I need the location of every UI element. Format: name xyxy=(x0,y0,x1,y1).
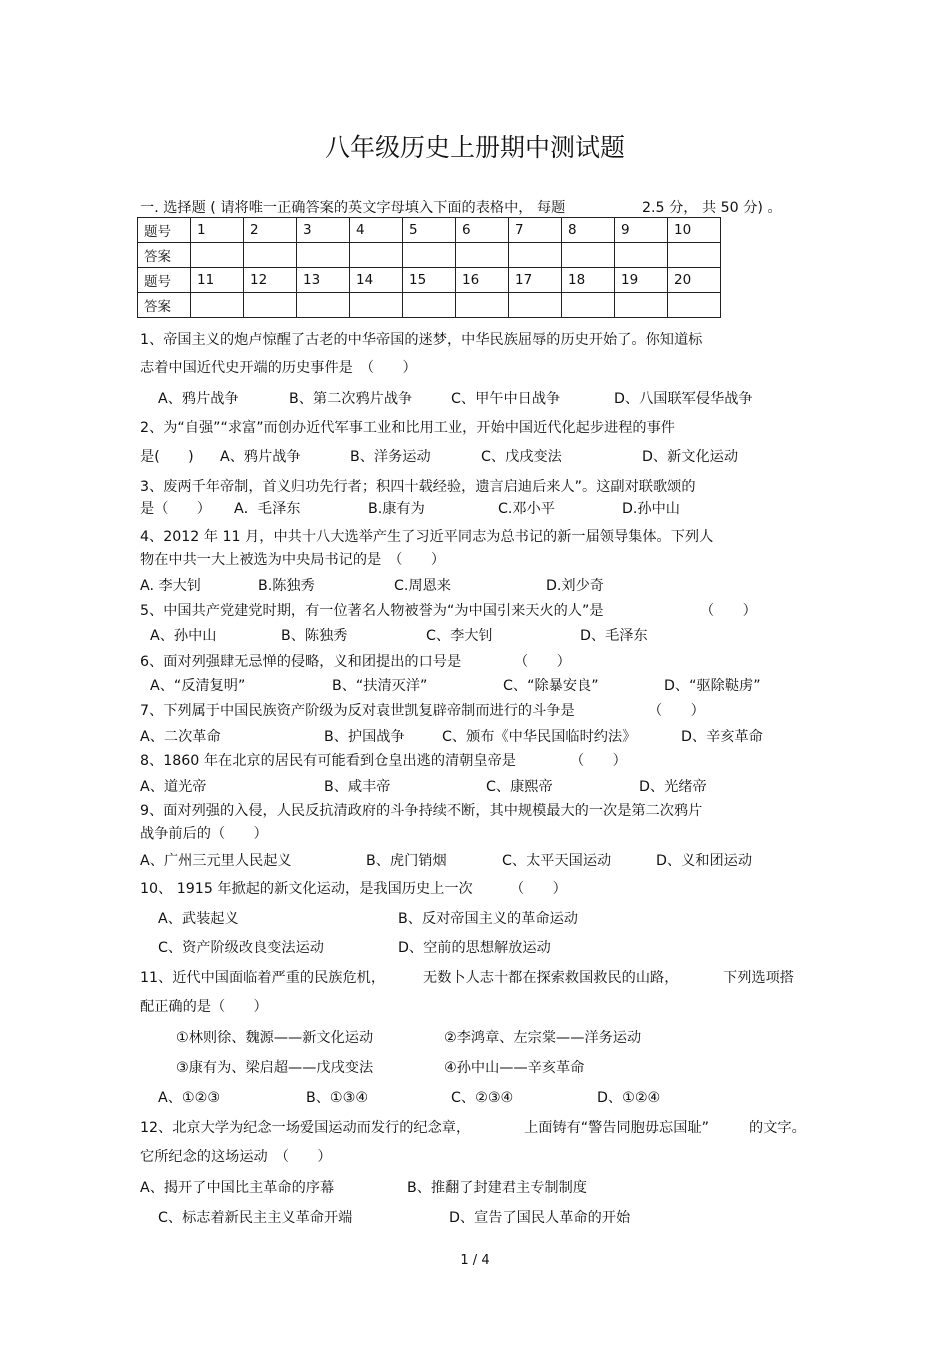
question-4-text: 物在中共一大上被选为中央局书记的是 （ ） xyxy=(140,552,446,568)
answer-cell[interactable] xyxy=(562,243,615,268)
question-10-option-b: B、反对帝国主义的革命运动 xyxy=(398,911,578,927)
question-9-option-b: B、虎门销烟 xyxy=(366,853,447,869)
table-cell: 20 xyxy=(668,268,721,293)
question-11-option-b: B、①③④ xyxy=(306,1090,369,1106)
question-1-option-b: B、第二次鸦片战争 xyxy=(289,391,413,407)
question-2-text: 2、为“自强”“求富”而创办近代军事工业和比用工业，开始中国近代化起步进程的事件 xyxy=(140,420,675,436)
table-cell: 8 xyxy=(562,218,615,243)
table-cell: 19 xyxy=(615,268,668,293)
question-3-text: 3、废两千年帝制，首义归功先行者；积四十载经验，遗言启迪后来人”。这副对联歌颂的 xyxy=(140,479,696,495)
answer-cell[interactable] xyxy=(403,293,456,318)
answer-cell[interactable] xyxy=(615,243,668,268)
answer-table xyxy=(137,217,721,318)
question-4-text: 4、2012 年 11 月，中共十八大选举产生了习近平同志为总书记的新一届领导集体。下列人 xyxy=(140,529,714,545)
section-intro: 一. 选择题 ( 请将唯一正确答案的英文字母填入下面的表格中， 每题 xyxy=(140,200,566,216)
question-6-paren: （ ） xyxy=(514,654,571,670)
question-8-option-d: D、光绪帝 xyxy=(639,779,707,795)
table-row xyxy=(138,218,721,243)
table-cell: 答案 xyxy=(138,243,191,268)
answer-cell[interactable] xyxy=(615,293,668,318)
question-6-option-a: A、“反清复明” xyxy=(150,678,246,694)
answer-cell[interactable] xyxy=(562,293,615,318)
question-12-option-a: A、揭开了中国比主革命的序幕 xyxy=(140,1180,335,1196)
question-10-paren: （ ） xyxy=(510,881,567,897)
question-8-option-a: A、道光帝 xyxy=(140,779,207,795)
question-10-text: 10、 1915 年掀起的新文化运动，是我国历史上一次 xyxy=(140,881,473,897)
table-cell: 答案 xyxy=(138,293,191,318)
question-3-option-b: B.康有为 xyxy=(368,501,425,517)
answer-cell[interactable] xyxy=(668,243,721,268)
question-7-option-b: B、护国战争 xyxy=(324,729,405,745)
page-number: 1 / 4 xyxy=(460,1253,490,1268)
question-1-text: 志着中国近代史开端的历史事件是 （ ） xyxy=(140,360,417,376)
question-12-text: 12、北京大学为纪念一场爱国运动而发行的纪念章， xyxy=(140,1120,471,1136)
answer-cell[interactable] xyxy=(191,243,244,268)
question-11-statement: ④孙中山——辛亥革命 xyxy=(444,1060,585,1076)
answer-cell[interactable] xyxy=(509,243,562,268)
question-1-option-c: C、甲午中日战争 xyxy=(451,391,561,407)
table-cell: 11 xyxy=(191,268,244,293)
question-3-option-a: A．毛泽东 xyxy=(234,501,301,517)
question-1-option-d: D、八国联军侵华战争 xyxy=(614,391,753,407)
question-11-option-c: C、②③④ xyxy=(451,1090,514,1106)
question-11-statement: ②李鸿章、左宗棠——洋务运动 xyxy=(444,1030,642,1046)
table-cell: 6 xyxy=(456,218,509,243)
question-3-text: 是（ ） xyxy=(140,501,211,517)
answer-cell[interactable] xyxy=(191,293,244,318)
question-2-text: 是( ) xyxy=(140,449,194,465)
table-cell: 14 xyxy=(350,268,403,293)
table-cell: 13 xyxy=(297,268,350,293)
question-7-paren: （ ） xyxy=(648,703,705,719)
question-9-option-a: A、广州三元里人民起义 xyxy=(140,853,292,869)
question-2-option-a: A、鸦片战争 xyxy=(220,449,301,465)
question-5-option-b: B、陈独秀 xyxy=(281,628,348,644)
table-cell: 12 xyxy=(244,268,297,293)
table-row xyxy=(138,268,721,293)
question-1-text: 1、帝国主义的炮卢惊醒了古老的中华帝国的迷梦，中华民族屈辱的历史开始了。你知道标 xyxy=(140,332,703,348)
table-cell: 1 xyxy=(191,218,244,243)
question-10-option-a: A、武装起义 xyxy=(158,911,239,927)
question-4-option-b: B.陈独秀 xyxy=(258,578,315,594)
answer-cell[interactable] xyxy=(350,293,403,318)
question-12-text: 的文字。 xyxy=(749,1120,806,1136)
question-8-option-c: C、康熙帝 xyxy=(486,779,553,795)
table-cell: 9 xyxy=(615,218,668,243)
table-cell: 18 xyxy=(562,268,615,293)
table-cell: 15 xyxy=(403,268,456,293)
question-5-paren: （ ） xyxy=(700,603,757,619)
table-cell: 题号 xyxy=(138,268,191,293)
question-12-option-d: D、宣告了国民人革命的开始 xyxy=(449,1210,631,1226)
question-11-text: 配正确的是（ ） xyxy=(140,999,268,1015)
answer-cell[interactable] xyxy=(456,243,509,268)
question-8-option-b: B、咸丰帝 xyxy=(324,779,391,795)
question-12-option-b: B、推翻了封建君主专制制度 xyxy=(407,1180,587,1196)
question-5-option-c: C、李大钊 xyxy=(426,628,493,644)
table-cell: 10 xyxy=(668,218,721,243)
answer-cell[interactable] xyxy=(297,293,350,318)
table-cell: 17 xyxy=(509,268,562,293)
question-11-statement: ③康有为、梁启超——戊戌变法 xyxy=(176,1060,374,1076)
table-cell: 16 xyxy=(456,268,509,293)
question-5-option-d: D、毛泽东 xyxy=(580,628,648,644)
question-11-text: 11、近代中国面临着严重的民族危机， xyxy=(140,970,386,986)
question-9-option-d: D、义和团运动 xyxy=(656,853,753,869)
question-6-option-c: C、“除暴安良” xyxy=(503,678,599,694)
table-row xyxy=(138,293,721,318)
question-8-text: 8、1860 年在北京的居民有可能看到仓皇出逃的清朝皇帝是 xyxy=(140,753,516,769)
question-11-option-a: A、①②③ xyxy=(158,1090,221,1106)
answer-cell[interactable] xyxy=(456,293,509,318)
question-7-text: 7、下列属于中国民族资产阶级为反对袁世凯复辟帝制而进行的斗争是 xyxy=(140,703,575,719)
question-11-option-d: D、①②④ xyxy=(597,1090,661,1106)
answer-cell[interactable] xyxy=(350,243,403,268)
question-3-option-d: D.孙中山 xyxy=(622,501,680,517)
question-12-text: 它所纪念的这场运动 （ ） xyxy=(140,1149,332,1165)
answer-cell[interactable] xyxy=(244,293,297,318)
question-9-text: 9、面对列强的入侵，人民反抗清政府的斗争持续不断，其中规模最大的一次是第二次鸦片 xyxy=(140,803,703,819)
question-6-option-b: B、“扶清灭洋” xyxy=(332,678,428,694)
question-4-option-a: A. 李大钊 xyxy=(140,578,202,594)
question-6-option-d: D、“驱除鞑虏” xyxy=(664,678,761,694)
section-points: 2.5 分， 共 50 分) 。 xyxy=(642,200,782,216)
question-2-option-d: D、新文化运动 xyxy=(642,449,739,465)
question-5-option-a: A、孙中山 xyxy=(150,628,217,644)
question-12-text: 上面铸有“警告同胞毋忘国耻” xyxy=(524,1120,709,1136)
question-2-option-b: B、洋务运动 xyxy=(350,449,431,465)
table-cell: 题号 xyxy=(138,218,191,243)
answer-cell[interactable] xyxy=(244,243,297,268)
table-cell: 2 xyxy=(244,218,297,243)
table-cell: 7 xyxy=(509,218,562,243)
answer-cell[interactable] xyxy=(668,293,721,318)
table-cell: 3 xyxy=(297,218,350,243)
question-7-option-a: A、二次革命 xyxy=(140,729,221,745)
question-4-option-c: C.周恩来 xyxy=(394,578,451,594)
question-3-option-c: C.邓小平 xyxy=(498,501,555,517)
question-1-option-a: A、鸦片战争 xyxy=(158,391,239,407)
question-6-text: 6、面对列强肆无忌惮的侵略，义和团提出的口号是 xyxy=(140,654,462,670)
question-5-text: 5、中国共产党建党时期，有一位著名人物被誉为“为中国引来天火的人”是 xyxy=(140,603,604,619)
question-11-statement: ①林则徐、魏源——新文化运动 xyxy=(176,1030,374,1046)
question-8-paren: （ ） xyxy=(570,753,627,769)
table-cell: 5 xyxy=(403,218,456,243)
question-11-text: 无数卜人志十都在探索救国救民的山路， xyxy=(423,970,679,986)
question-10-option-d: D、空前的思想解放运动 xyxy=(398,940,551,956)
question-9-text: 战争前后的（ ） xyxy=(140,826,268,842)
table-cell: 4 xyxy=(350,218,403,243)
answer-cell[interactable] xyxy=(297,243,350,268)
answer-cell[interactable] xyxy=(403,243,456,268)
question-10-option-c: C、资产阶级改良变法运动 xyxy=(158,940,324,956)
table-row xyxy=(138,243,721,268)
question-4-option-d: D.刘少奇 xyxy=(546,578,604,594)
question-12-option-c: C、标志着新民主主义革命开端 xyxy=(158,1210,353,1226)
question-9-option-c: C、太平天国运动 xyxy=(502,853,612,869)
question-7-option-d: D、辛亥革命 xyxy=(681,729,763,745)
page-title: 八年级历史上册期中测试题 xyxy=(324,133,625,162)
question-7-option-c: C、颁布《中华民国临时约法》 xyxy=(442,729,637,745)
answer-cell[interactable] xyxy=(509,293,562,318)
question-11-text: 下列选项搭 xyxy=(723,970,794,986)
question-2-option-c: C、戊戌变法 xyxy=(481,449,562,465)
